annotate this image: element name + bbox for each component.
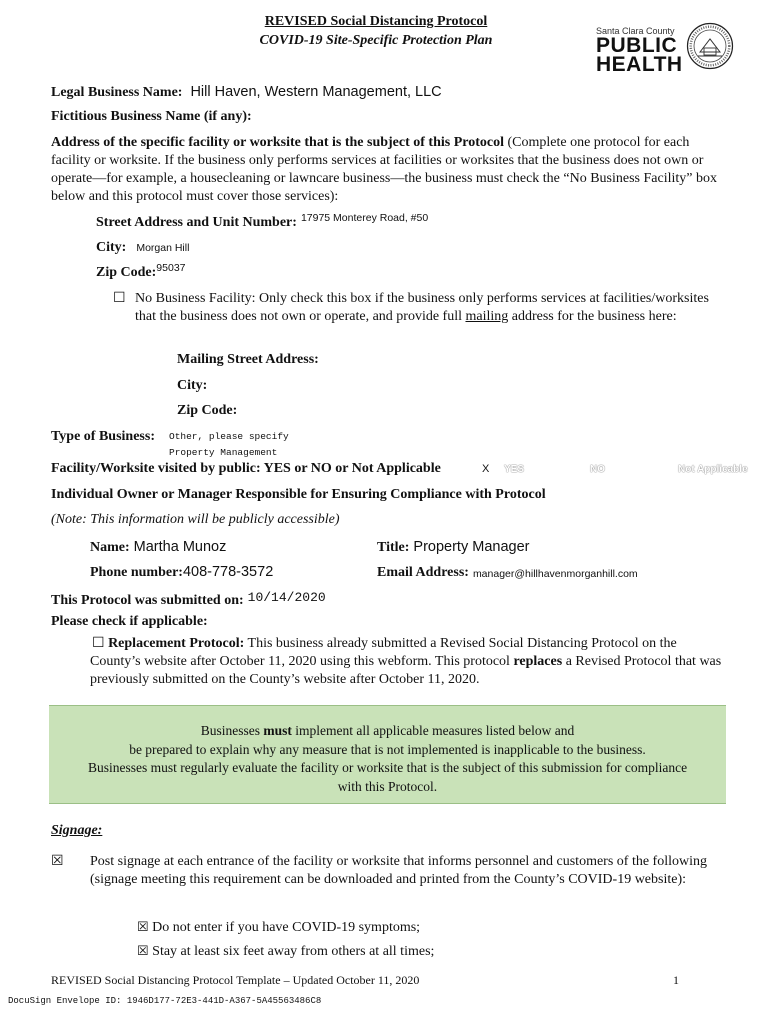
- public-visit-mark: X: [482, 463, 490, 475]
- email-field[interactable]: manager@hillhavenmorganhill.com: [472, 568, 638, 580]
- signage-item-checkbox[interactable]: ☒: [137, 943, 149, 958]
- signage-item-text: Stay at least six feet away from others at all times;: [152, 944, 435, 959]
- address-intro-bold: Address of the specific facility or worksite that is the subject of this Protocol: [51, 135, 504, 150]
- title-field[interactable]: Property Manager: [413, 539, 530, 555]
- mailing-city-label: City:: [177, 378, 208, 393]
- mailing-zip-label: Zip Code:: [177, 403, 238, 418]
- legal-business-name-field[interactable]: Hill Haven, Western Management, LLC: [190, 84, 442, 100]
- county-seal-icon: [686, 22, 734, 70]
- page-number: 1: [673, 973, 679, 987]
- signage-text: Post signage at each entrance of the facility or worksite that informs personnel and customers of the following (signage meeting this requirement can be downloaded and printed from the County’s COVID-19 website):: [90, 854, 707, 887]
- logo-public-text: PUBLIC: [596, 34, 678, 57]
- public-health-logo: [596, 26, 683, 76]
- city-row: [96, 238, 189, 256]
- owner-note: (Note: This information will be publicly accessible): [51, 512, 340, 527]
- phone-row: [90, 563, 273, 581]
- submitted-row: [51, 588, 326, 606]
- zip-row: [96, 263, 186, 281]
- legal-business-name-label: Legal Business Name:: [51, 85, 183, 100]
- address-intro-text: (Complete one protocol for each facility or worksite. If the business only performs services at facilities or worksites that the business does not own or operate—for example, a housecleaning or lawncare business—the business must check the “No Business Facility” box below and this protocol must cover those services):: [51, 135, 717, 204]
- name-label: Name:: [90, 540, 130, 555]
- signage-checkbox[interactable]: ☒: [51, 852, 64, 868]
- notice-line1: [49, 722, 726, 741]
- phone-label: Phone number:: [90, 565, 183, 580]
- business-type-line1: Other, please specify: [169, 431, 289, 442]
- title-row: [377, 538, 529, 556]
- mailing-street-label: Mailing Street Address:: [177, 352, 319, 367]
- replacement-text-b: a Revised Protocol that was previously submitted on the County’s website after October 11, 2020.: [90, 654, 722, 687]
- legal-business-name-row: [51, 83, 442, 101]
- phone-field[interactable]: 408-778-3572: [182, 564, 274, 580]
- city-label: City:: [96, 240, 127, 255]
- document-subtitle: COVID-19 Site-Specific Protection Plan: [259, 33, 493, 48]
- signage-item-checkbox[interactable]: ☒: [137, 919, 149, 934]
- replacement-bold2: replaces: [513, 654, 563, 669]
- public-visit-no-option[interactable]: NO: [590, 464, 605, 475]
- business-type-line2: Property Management: [169, 447, 278, 458]
- signage-item-distance: [137, 943, 434, 960]
- public-visit-yes-option[interactable]: YES: [504, 464, 525, 475]
- notice-line1-b: implement all applicable measures listed below and: [291, 723, 575, 738]
- name-field[interactable]: Martha Munoz: [133, 539, 227, 555]
- notice-line2: be prepared to explain why any measure that is not implemented is inapplicable to the business.: [129, 741, 646, 757]
- address-intro: [51, 134, 731, 206]
- title-label: Title:: [377, 540, 410, 555]
- replacement-checkbox[interactable]: ☐: [92, 634, 105, 650]
- notice-line3: Businesses must regularly evaluate the facility or worksite that is the subject of this submission for compliance: [87, 760, 688, 775]
- no-business-facility-checkbox[interactable]: ☐: [113, 289, 126, 305]
- signage-item-symptoms: [137, 919, 420, 936]
- street-address-row: [96, 213, 428, 231]
- email-label: Email Address:: [377, 565, 469, 580]
- notice-line4: with this Protocol.: [337, 778, 438, 794]
- replacement-bold: Replacement Protocol:: [108, 636, 245, 651]
- public-visit-label: Facility/Worksite visited by public: YES or NO or Not Applicable: [51, 461, 441, 476]
- zip-label: Zip Code:: [96, 265, 157, 280]
- submitted-label: This Protocol was submitted on:: [51, 593, 244, 608]
- document-title: REVISED Social Distancing Protocol: [264, 14, 488, 29]
- business-type-field[interactable]: [169, 429, 289, 461]
- submitted-date-field[interactable]: 10/14/2020: [247, 590, 326, 605]
- no-facility-text-b: address for the business here:: [508, 309, 677, 324]
- business-type-label: Type of Business:: [51, 429, 155, 444]
- email-row: [377, 563, 638, 581]
- docusign-envelope-id: DocuSign Envelope ID: 1946D177-72E3-441D-A367-5A45563486C8: [8, 996, 322, 1006]
- logo-county-text: Santa Clara County: [596, 26, 675, 36]
- notice-line1-bold: must: [263, 723, 292, 738]
- owner-heading: Individual Owner or Manager Responsible for Ensuring Compliance with Protocol: [51, 487, 546, 502]
- footer-text: REVISED Social Distancing Protocol Template – Updated October 11, 2020: [51, 973, 420, 987]
- replacement-text-a: This business already submitted a Revised Social Distancing Protocol on the County’s website after October 11, 2020 using this webform. This protocol: [90, 636, 677, 669]
- check-applicable-label: Please check if applicable:: [51, 614, 208, 629]
- no-facility-text-a: No Business Facility: Only check this box if the business only performs services at facilities/worksites that the business does not own or operate, and provide full: [135, 291, 709, 324]
- fictitious-name-label: Fictitious Business Name (if any):: [51, 109, 252, 124]
- public-visit-na-option[interactable]: Not Applicable: [678, 464, 748, 475]
- zip-field[interactable]: 95037: [156, 262, 186, 274]
- compliance-notice-box: [49, 705, 726, 804]
- signage-item-text: Do not enter if you have COVID-19 symptoms;: [152, 920, 421, 935]
- notice-line1-a: Businesses: [200, 723, 264, 738]
- street-address-label: Street Address and Unit Number:: [96, 215, 297, 230]
- replacement-protocol: [90, 633, 722, 689]
- no-business-facility-text: [135, 290, 725, 326]
- name-row: [90, 538, 226, 556]
- city-field[interactable]: Morgan Hill: [136, 242, 190, 254]
- signage-heading: Signage:: [51, 823, 103, 838]
- logo-health-text: HEALTH: [596, 53, 683, 76]
- street-address-field[interactable]: 17975 Monterey Road, #50: [300, 212, 429, 224]
- no-facility-underline: mailing: [465, 309, 509, 324]
